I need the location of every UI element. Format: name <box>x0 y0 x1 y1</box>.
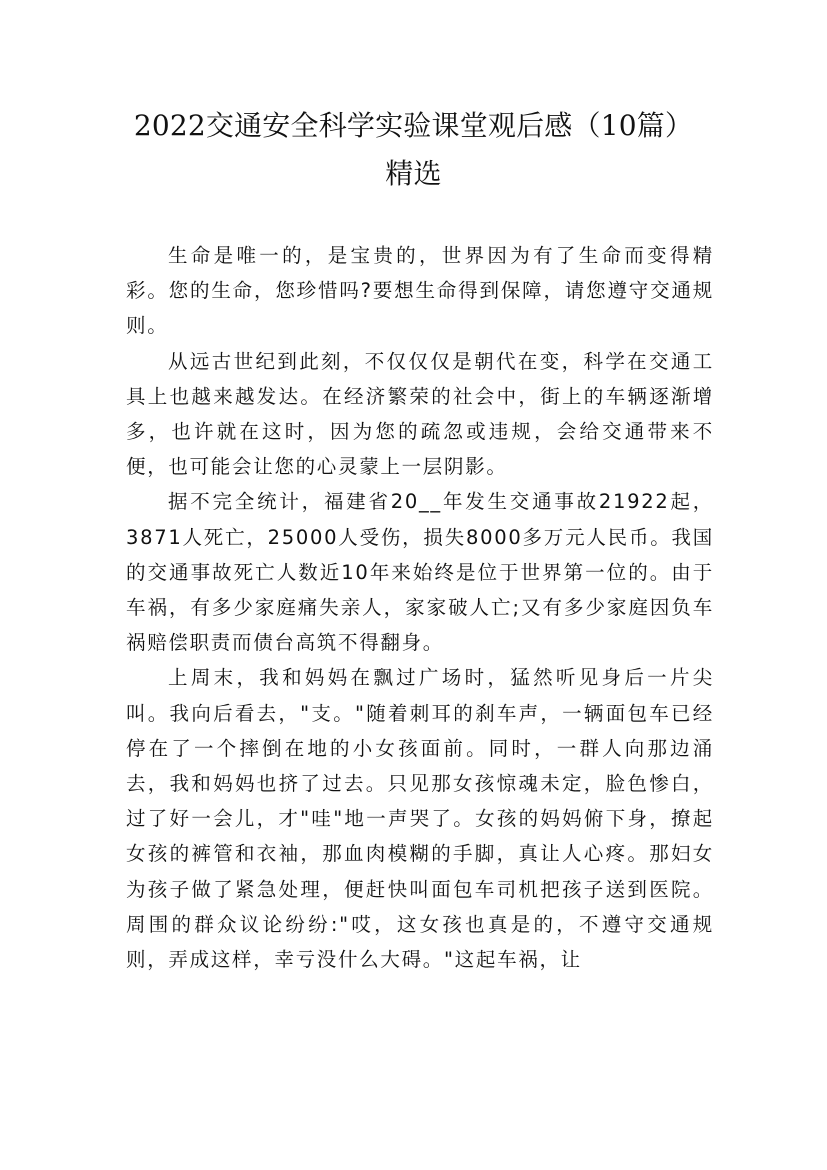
title-line-2: 精选 <box>385 157 442 190</box>
document-title <box>110 102 717 198</box>
paragraph-4: 上周末，我和妈妈在飘过广场时，猛然听见身后一片尖叫。我向后看去，"支。"随着刺耳的刹车声，一辆面包车已经停在了一个摔倒在地的小女孩面前。同时，一群人向那边涌去，我和妈妈也挤了过去。只见那女孩惊魂未定，脸色惨白，过了好一会儿，才"哇"地一声哭了。女孩的妈妈俯下身，撩起女孩的裤管和衣袖，那血肉模糊的手脚，真让人心疼。那妇女为孩子做了紧急处理，便赶快叫面包车司机把孩子送到医院。周围的群众议论纷纷:"哎，这女孩也真是的，不遵守交通规则，弄成这样，幸亏没什么大碍。"这起车祸，让 <box>126 666 714 972</box>
paragraph-2: 从远古世纪到此刻，不仅仅仅是朝代在变，科学在交通工具上也越来越发达。在经济繁荣的社会中，街上的车辆逐渐增多，也许就在这时，因为您的疏忽或违规，会给交通带来不便，也可能会让您的心灵蒙上一层阴影。 <box>126 349 714 479</box>
title-line-1: 2022交通安全科学实验课堂观后感（10篇） <box>133 109 694 142</box>
document-body <box>126 238 714 977</box>
paragraph-3: 据不完全统计，福建省20__年发生交通事故21922起，3871人死亡，25000人受伤，损失8000多万元人民币。我国的交通事故死亡人数近10年来始终是位于世界第一位的。由于车祸，有多少家庭痛失亲人，家家破人亡;又有多少家庭因负车祸赔偿职责而债台高筑不得翻身。 <box>126 490 714 655</box>
paragraph-1: 生命是唯一的，是宝贵的，世界因为有了生命而变得精彩。您的生命，您珍惜吗?要想生命得到保障，请您遵守交通规则。 <box>126 244 714 338</box>
